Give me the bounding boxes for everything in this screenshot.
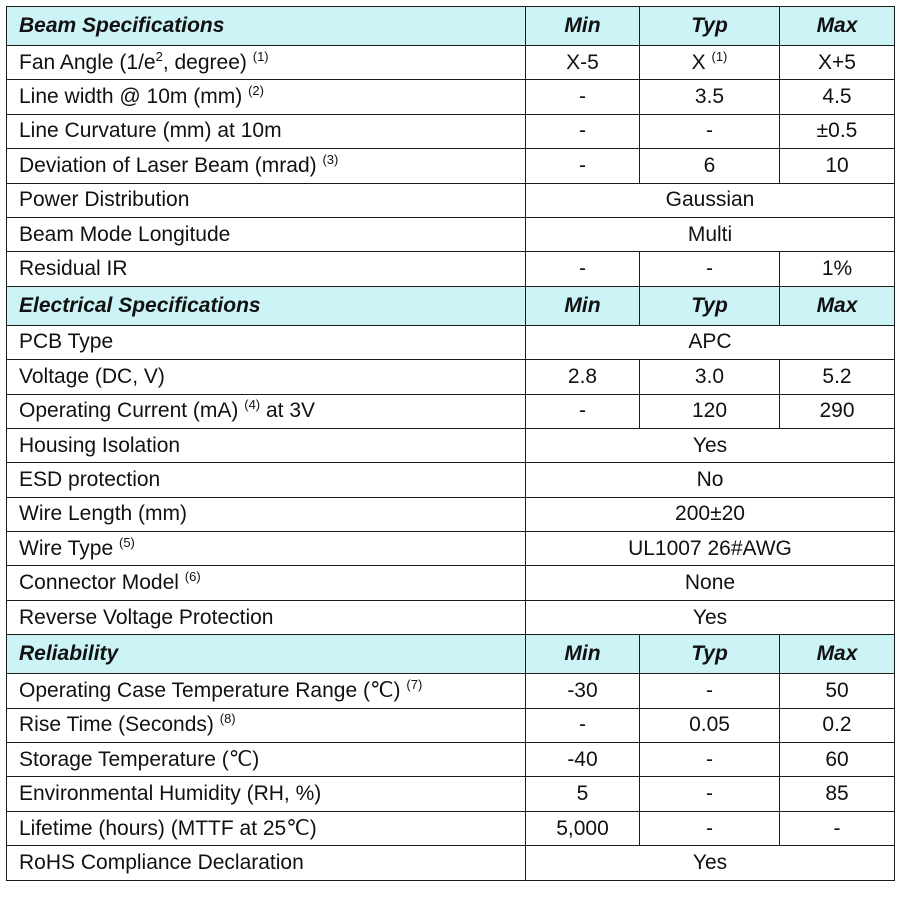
spec-row xyxy=(7,360,895,394)
section-title: Beam Specifications xyxy=(7,7,526,46)
parameter-cell xyxy=(7,463,526,497)
typ-value-text: 0.05 xyxy=(689,713,730,737)
min-value xyxy=(526,777,640,811)
max-value xyxy=(780,811,895,845)
max-value xyxy=(780,777,895,811)
min-column-header: Min xyxy=(526,7,640,46)
min-value-text: - xyxy=(579,713,586,737)
footnote-marker: (5) xyxy=(119,534,135,550)
max-value xyxy=(780,114,895,148)
spec-row xyxy=(7,217,895,251)
parameter-label: PCB Type xyxy=(19,330,114,354)
typ-column-header: Typ xyxy=(640,286,780,325)
min-value-text: 2.8 xyxy=(567,364,598,388)
parameter-label: Line Curvature (mm) at 10m xyxy=(19,119,282,143)
spec-row xyxy=(7,846,895,880)
max-value xyxy=(780,46,895,80)
parameter-label: Storage Temperature (℃) xyxy=(19,748,260,772)
section-header-row xyxy=(7,7,895,46)
spec-row xyxy=(7,600,895,634)
max-value xyxy=(780,149,895,183)
parameter-label: Wire Type xyxy=(19,536,114,560)
parameter-cell xyxy=(7,114,526,148)
typ-value-text: X xyxy=(691,50,706,74)
max-column-header: Max xyxy=(780,7,895,46)
spec-row xyxy=(7,708,895,742)
spec-row xyxy=(7,811,895,845)
parameter-label: Environmental Humidity (RH, %) xyxy=(19,782,322,806)
parameter-cell xyxy=(7,566,526,600)
min-value xyxy=(526,46,640,80)
typ-value-text: - xyxy=(706,678,713,702)
typ-value xyxy=(640,46,780,80)
typ-value xyxy=(640,149,780,183)
max-value-text: 4.5 xyxy=(822,85,852,109)
value-cell: None xyxy=(526,566,895,600)
max-value-text: 10 xyxy=(825,153,849,177)
parameter-label: Residual IR xyxy=(19,257,128,281)
min-value xyxy=(526,114,640,148)
parameter-cell xyxy=(7,846,526,880)
value-cell: Yes xyxy=(526,600,895,634)
parameter-label: RoHS Compliance Declaration xyxy=(19,850,304,874)
spec-row xyxy=(7,428,895,462)
parameter-label: Power Distribution xyxy=(19,188,190,212)
typ-value-text: 120 xyxy=(691,399,728,423)
min-value-text: 5,000 xyxy=(556,816,609,840)
parameter-label-suffix: , degree) xyxy=(162,50,247,74)
parameter-label: Lifetime (hours) (MTTF at 25℃) xyxy=(19,817,317,840)
max-value xyxy=(780,252,895,286)
min-value-text: - xyxy=(579,119,586,143)
spec-row xyxy=(7,463,895,497)
typ-value-text: 3.0 xyxy=(694,364,725,388)
spec-row xyxy=(7,532,895,566)
parameter-label: Line width @ 10m (mm) xyxy=(19,85,243,109)
min-value xyxy=(526,149,640,183)
typ-value-text: - xyxy=(706,119,713,143)
max-value-text: 50 xyxy=(825,678,849,702)
parameter-cell xyxy=(7,80,526,114)
parameter-cell xyxy=(7,394,526,428)
typ-value xyxy=(640,80,780,114)
value-cell: APC xyxy=(526,325,895,359)
parameter-label: Reverse Voltage Protection xyxy=(19,605,274,629)
max-column-header: Max xyxy=(780,286,895,325)
spec-row xyxy=(7,325,895,359)
typ-value-text: - xyxy=(706,782,713,806)
spec-row xyxy=(7,674,895,708)
value-cell: Multi xyxy=(526,217,895,251)
footnote-marker: (7) xyxy=(406,677,423,693)
max-value xyxy=(780,708,895,742)
min-value xyxy=(526,360,640,394)
parameter-cell xyxy=(7,811,526,845)
typ-value xyxy=(640,360,780,394)
max-value xyxy=(780,360,895,394)
max-value-text: 60 xyxy=(825,747,849,771)
spec-row xyxy=(7,743,895,777)
typ-value-text: - xyxy=(706,257,713,281)
footnote-marker: (2) xyxy=(248,83,264,99)
typ-value-text: 6 xyxy=(703,153,716,177)
max-value-text: - xyxy=(833,816,841,840)
section-title: Electrical Specifications xyxy=(7,286,526,325)
value-cell: Gaussian xyxy=(526,183,895,217)
footnote-marker: (1) xyxy=(252,48,269,64)
parameter-label: Connector Model xyxy=(19,571,179,595)
min-value xyxy=(526,674,640,708)
min-value xyxy=(526,811,640,845)
typ-value xyxy=(640,708,780,742)
footnote-marker: (1) xyxy=(711,48,728,64)
max-value-text: 85 xyxy=(825,782,849,806)
parameter-label: Fan Angle (1/e xyxy=(19,50,156,74)
typ-value xyxy=(640,394,780,428)
min-value-text: - xyxy=(579,399,586,423)
parameter-label: Operating Case Temperature Range (℃) xyxy=(19,679,401,703)
parameter-cell xyxy=(7,428,526,462)
min-value-text: 5 xyxy=(576,782,589,806)
parameter-cell xyxy=(7,777,526,811)
min-value-text: - xyxy=(579,153,586,177)
value-cell: UL1007 26#AWG xyxy=(526,532,895,566)
min-value-text: X-5 xyxy=(566,50,599,74)
typ-value xyxy=(640,114,780,148)
spec-row xyxy=(7,114,895,148)
parameter-cell xyxy=(7,532,526,566)
spec-row xyxy=(7,46,895,80)
spec-row xyxy=(7,252,895,286)
max-value-text: X+5 xyxy=(818,50,856,74)
min-value xyxy=(526,743,640,777)
typ-value xyxy=(640,777,780,811)
max-value-text: 1% xyxy=(821,257,853,281)
typ-column-header: Typ xyxy=(640,635,780,674)
min-column-header: Min xyxy=(526,286,640,325)
typ-column-header: Typ xyxy=(640,7,780,46)
specifications-table xyxy=(6,6,895,881)
parameter-cell xyxy=(7,183,526,217)
value-cell: Yes xyxy=(526,428,895,462)
spec-row xyxy=(7,183,895,217)
parameter-cell xyxy=(7,46,526,80)
spec-row xyxy=(7,80,895,114)
parameter-cell xyxy=(7,217,526,251)
min-value xyxy=(526,708,640,742)
specifications-body xyxy=(7,7,895,881)
typ-value xyxy=(640,674,780,708)
typ-value xyxy=(640,252,780,286)
parameter-cell xyxy=(7,600,526,634)
parameter-label: Rise Time (Seconds) xyxy=(19,713,214,737)
min-value-text: - xyxy=(579,257,586,281)
parameter-label: Housing Isolation xyxy=(19,433,181,457)
max-column-header: Max xyxy=(780,635,895,674)
spec-row xyxy=(7,497,895,531)
typ-value-text: - xyxy=(706,816,713,840)
spec-row xyxy=(7,394,895,428)
min-value-text: -40 xyxy=(567,747,598,771)
parameter-label: Voltage (DC, V) xyxy=(19,364,165,388)
parameter-label: Wire Length (mm) xyxy=(19,502,188,526)
max-value xyxy=(780,674,895,708)
min-column-header: Min xyxy=(526,635,640,674)
typ-value-text: 3.5 xyxy=(694,85,725,109)
parameter-cell xyxy=(7,674,526,708)
min-value xyxy=(526,80,640,114)
footnote-marker: (6) xyxy=(184,569,201,585)
parameter-cell xyxy=(7,149,526,183)
max-value-text: 0.2 xyxy=(822,713,852,737)
parameter-label: Beam Mode Longitude xyxy=(19,222,231,246)
min-value-text: -30 xyxy=(567,678,598,702)
spec-row xyxy=(7,149,895,183)
spec-row xyxy=(7,566,895,600)
parameter-label: ESD protection xyxy=(19,467,161,491)
value-cell: 200±20 xyxy=(526,497,895,531)
section-header-row xyxy=(7,635,895,674)
section-title: Reliability xyxy=(7,635,526,674)
typ-value xyxy=(640,743,780,777)
spec-row xyxy=(7,777,895,811)
max-value-text: 290 xyxy=(819,399,855,423)
parameter-superscript: 2 xyxy=(155,48,163,64)
parameter-cell xyxy=(7,743,526,777)
max-value-text: ±0.5 xyxy=(816,119,858,143)
parameter-label: Deviation of Laser Beam (mrad) xyxy=(19,153,317,177)
parameter-cell xyxy=(7,497,526,531)
min-value xyxy=(526,394,640,428)
min-value-text: - xyxy=(579,85,586,109)
section-header-row xyxy=(7,286,895,325)
parameter-cell xyxy=(7,252,526,286)
min-value xyxy=(526,252,640,286)
max-value-text: 5.2 xyxy=(822,364,852,388)
value-cell: Yes xyxy=(526,846,895,880)
max-value xyxy=(780,394,895,428)
parameter-label-tail: at 3V xyxy=(265,399,316,423)
typ-value xyxy=(640,811,780,845)
parameter-cell xyxy=(7,708,526,742)
parameter-label: Operating Current (mA) xyxy=(19,399,239,423)
typ-value-text: - xyxy=(706,747,713,771)
max-value xyxy=(780,743,895,777)
footnote-marker: (4) xyxy=(244,397,261,413)
footnote-marker: (3) xyxy=(322,151,339,167)
parameter-cell xyxy=(7,360,526,394)
parameter-cell xyxy=(7,325,526,359)
value-cell: No xyxy=(526,463,895,497)
footnote-marker: (8) xyxy=(219,711,236,727)
max-value xyxy=(780,80,895,114)
